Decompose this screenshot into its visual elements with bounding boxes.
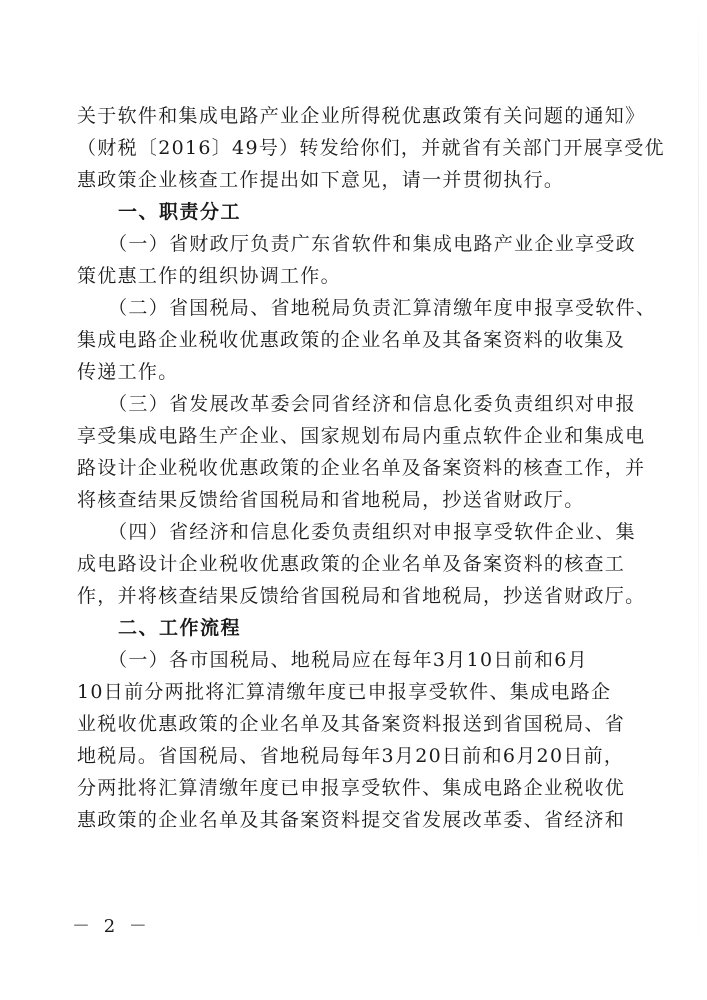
body-line: 地税局。省国税局、省地税局每年3月20日前和6月20日前， (77, 745, 625, 767)
body-line: 集成电路企业税收优惠政策的企业名单及其备案资料的收集及 (77, 329, 626, 351)
body-line: （三）省发展改革委会同省经济和信息化委负责组织对申报 (77, 393, 636, 415)
page-number: － 2 － (72, 916, 151, 937)
body-line: （四）省经济和信息化委负责组织对申报享受软件企业、集 (77, 521, 636, 543)
body-line: （二）省国税局、省地税局负责汇算清缴年度申报享受软件、 (77, 297, 657, 319)
body-line: 关于软件和集成电路产业企业所得税优惠政策有关问题的通知》 (77, 105, 646, 127)
body-line: 业税收优惠政策的企业名单及其备案资料报送到省国税局、省 (77, 713, 626, 735)
body-line: 享受集成电路生产企业、国家规划布局内重点软件企业和集成电 (77, 425, 646, 447)
body-line: 路设计企业税收优惠政策的企业名单及备案资料的核查工作，并 (77, 457, 646, 479)
body-line: 惠政策企业核查工作提出如下意见，请一并贯彻执行。 (77, 169, 565, 191)
body-line: （一）各市国税局、地税局应在每年3月10日前和6月 (77, 649, 588, 671)
body-line: 策优惠工作的组织协调工作。 (77, 265, 341, 287)
body-line: （一）省财政厅负责广东省软件和集成电路产业企业享受政 (77, 233, 636, 255)
section-heading: 一、职责分工 (77, 201, 242, 223)
body-line: 10日前分两批将汇算清缴年度已申报享受软件、集成电路企 (77, 681, 612, 703)
body-line: 作，并将核查结果反馈给省国税局和省地税局，抄送省财政厅。 (77, 585, 646, 607)
document-body (77, 100, 665, 836)
body-line: 将核查结果反馈给省国税局和省地税局，抄送省财政厅。 (77, 489, 585, 511)
body-line: 传递工作。 (77, 361, 179, 383)
body-line: （财税〔2016〕49号）转发给你们，并就省有关部门开展享受优 (77, 137, 665, 159)
body-line: 成电路设计企业税收优惠政策的企业名单及备案资料的核查工 (77, 553, 626, 575)
section-heading: 二、工作流程 (77, 617, 242, 639)
scan-edge-shadow (698, 0, 699, 1000)
body-line: 惠政策的企业名单及其备案资料提交省发展改革委、省经济和 (77, 809, 626, 831)
body-line: 分两批将汇算清缴年度已申报享受软件、集成电路企业税收优 (77, 777, 626, 799)
